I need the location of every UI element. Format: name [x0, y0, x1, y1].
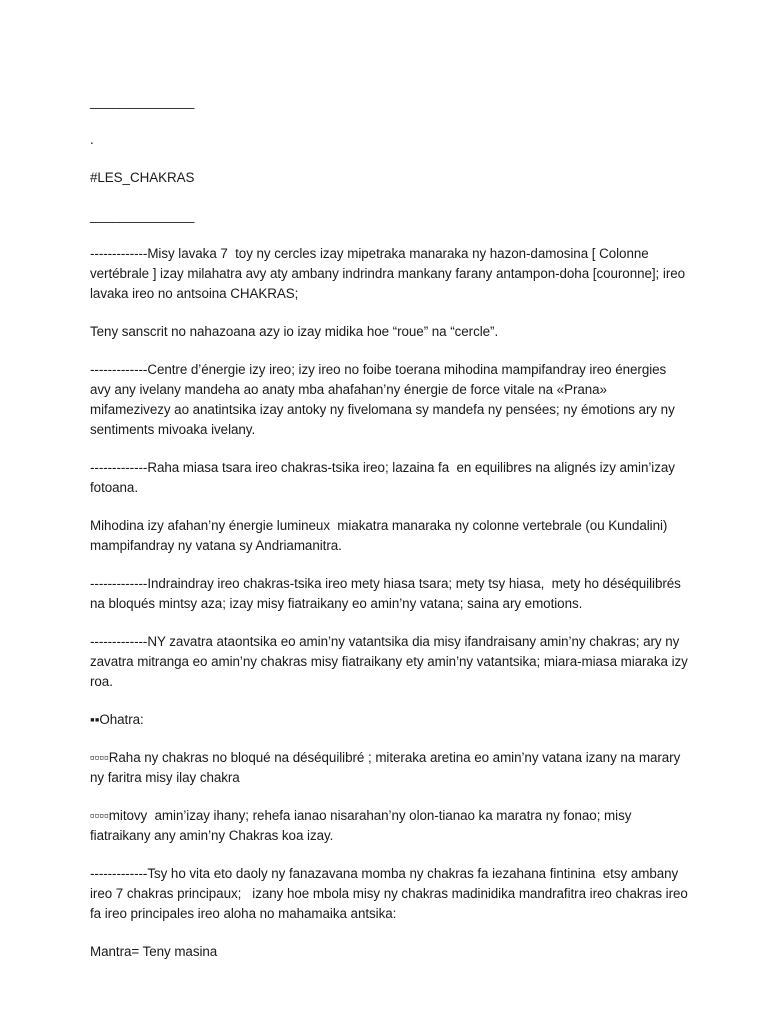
paragraph-example-label: ▪▪Ohatra:	[90, 712, 144, 727]
paragraph-balance: -------------Raha miasa tsara ireo chakras-tsika ireo; lazaina fa en equilibres na alignés izy amin’izay fotoana.	[90, 460, 679, 495]
paragraph-body-link: -------------NY zavatra ataontsika eo amin’ny vatantsika dia misy ifandraisany amin’ny chakras; ary ny zavatra mitranga eo amin’ny chakras misy fiatraikany ety amin’ny vatantsika; miara-miasa miaraka izy roa.	[90, 634, 692, 689]
dot-line: .	[90, 132, 94, 147]
paragraph-mantra: Mantra= Teny masina	[90, 944, 218, 959]
paragraph-summary: -------------Tsy ho vita eto daoly ny fanazavana momba ny chakras fa iezahana fintinina etsy ambany ireo 7 chakras principaux; izany hoe mbola misy ny chakras madinidika mandrafitra ireo chakras ireo fa ireo principales ireo aloha no mahamaika antsika:	[90, 866, 692, 921]
paragraph-intro: -------------Misy lavaka 7 toy ny cercles izay mipetraka manaraka ny hazon-damosina [ Colonne vertébrale ] izay milahatra avy aty ambany indrindra mankany farany antampon-doha [couronne]; ireo lavaka ireo no antsoina CHAKRAS;	[90, 246, 689, 301]
paragraph-example-2: ▫▫▫▫mitovy amin’izay ihany; rehefa ianao nisarahan’ny olon-tianao ka maratra ny fonao; misy fiatraikany any amin’ny Chakras koa izay.	[90, 808, 636, 843]
paragraph-kundalini: Mihodina izy afahan’ny énergie lumineux miakatra manaraka ny colonne vertebrale (ou Kundalini) mampifandray ny vatana sy Andriamanitra.	[90, 518, 671, 553]
paragraph-energy-centre: -------------Centre d’énergie izy ireo; izy ireo no foibe toerana mihodina mampifandray ireo énergies avy any ivelany mandeha ao anaty mba ahafahan’ny énergie de force vitale na «Prana» mifamezivezy ao anatintsika izay antoky ny fivelomana sy mandefa ny pensées; ny émotions ary ny sentiments mivoaka ivelany.	[90, 362, 679, 437]
bottom-rule: ______________	[90, 208, 195, 223]
paragraph-example-1: ▫▫▫▫Raha ny chakras no bloqué na déséquilibré ; miteraka aretina eo amin’ny vatana izany na marary ny faritra misy ilay chakra	[90, 750, 684, 785]
paragraph-imbalance: -------------Indraindray ireo chakras-tsika ireo mety hiasa tsara; mety tsy hiasa, mety ho déséquilibrés na bloqués mintsy aza; izay misy fiatraikany eo amin’ny vatana; saina ary emotions.	[90, 576, 685, 611]
top-rule: ______________	[90, 94, 195, 109]
paragraph-sanskrit: Teny sanscrit no nahazoana azy io izay midika hoe “roue” na “cercle”.	[90, 324, 499, 339]
heading-hashtag: #LES_CHAKRAS	[90, 170, 195, 185]
